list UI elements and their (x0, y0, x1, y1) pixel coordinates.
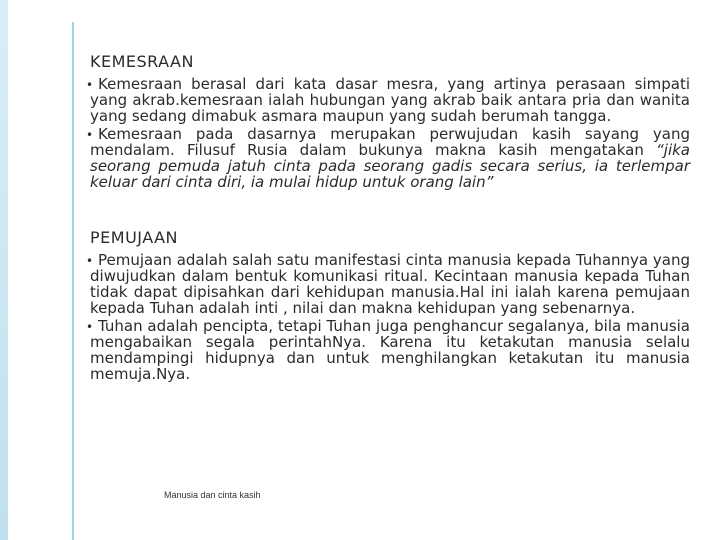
slide-content (86, 52, 690, 384)
paragraph-pemujaan-1 (86, 251, 690, 317)
paragraph-pemujaan-2 (86, 317, 690, 383)
decorative-sidebar (0, 0, 8, 540)
section-gap (90, 192, 690, 228)
bullet-icon: • (86, 78, 94, 92)
heading-pemujaan: PEMUJAAN (90, 228, 179, 247)
paragraph-text: Tuhan adalah pencipta, tetapi Tuhan juga penghancur segalanya, bila manusia mengabaikan segala perintahNya. Karena itu ketakutan manusia selalu mendampingi hidupnya dan untuk menghilangkan ketakutan itu manusia memuja.Nya. (90, 317, 690, 383)
slide-footer: Manusia dan cinta kasih (164, 490, 261, 500)
paragraph-text-plain: Kemesraan pada dasarnya merupakan perwujudan kasih sayang yang mendalam. Filusuf Rusia dalam bukunya makna kasih mengatakan (90, 125, 690, 159)
paragraph-quote: “jika seorang pemuda jatuh cinta pada seorang gadis secara serius, ia terlempar keluar dari cinta diri, ia mulai hidup untuk orang lain” (90, 141, 690, 191)
paragraph-kemesraan-2 (86, 125, 690, 191)
paragraph-kemesraan-1 (86, 75, 690, 125)
decorative-divider-line (72, 22, 74, 540)
bullet-icon: • (86, 128, 94, 142)
heading-kemesraan: KEMESRAAN (90, 52, 194, 71)
paragraph-text: Pemujaan adalah salah satu manifestasi cinta manusia kepada Tuhannya yang diwujudkan dalam bentuk komunikasi ritual. Kecintaan manusia kepada Tuhan tidak dapat dipisahkan dari kehidupan manusia.Hal ini ialah karena pemujaan kepada Tuhan adalah inti , nilai dan makna kehidupan yang sebenarnya. (90, 251, 690, 317)
bullet-icon: • (86, 320, 94, 334)
paragraph-text (90, 126, 690, 190)
paragraph-text: Kemesraan berasal dari kata dasar mesra, yang artinya perasaan simpati yang akrab.kemesraan ialah hubungan yang akrab baik antara pria dan wanita yang sedang dimabuk asmara maupun yang sudah berumah tangga. (90, 75, 690, 125)
bullet-icon: • (86, 254, 94, 268)
